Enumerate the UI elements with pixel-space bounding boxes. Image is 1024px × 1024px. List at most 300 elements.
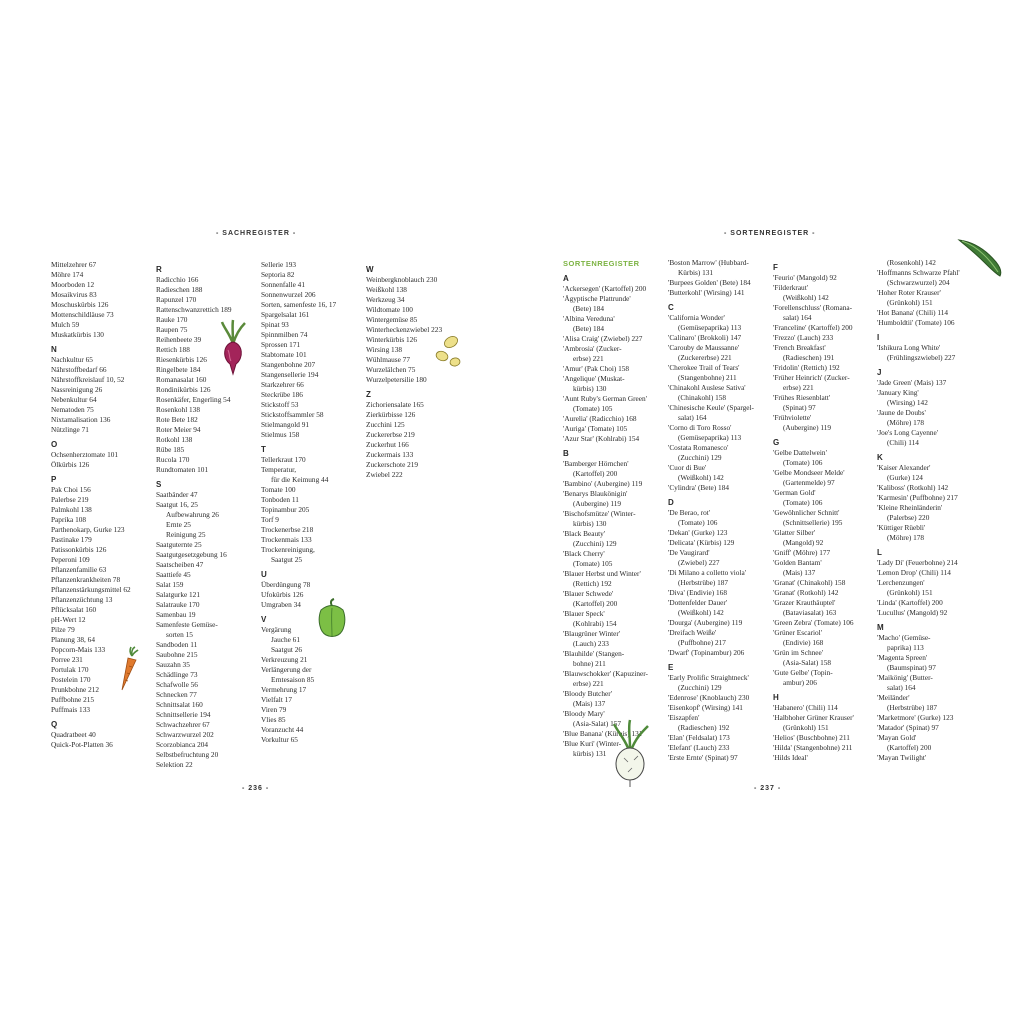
index-entry: Zuckerhut 166: [366, 440, 409, 449]
index-entry: 'Eiszapfen': [668, 713, 700, 722]
index-entry: Umgraben 34: [261, 600, 301, 609]
index-entry: 'Franceline' (Kartoffel) 200: [773, 323, 853, 332]
index-entry: Moorboden 12: [51, 280, 95, 289]
index-entry: 'Cherokee Trail of Tears': [668, 363, 740, 372]
index-entry: 'Calinaro' (Brokkoli) 147: [668, 333, 742, 342]
index-entry: 'German Gold': [773, 488, 816, 497]
index-entry: 'Bloody Butcher': [563, 689, 613, 698]
index-entry: 'Linda' (Kartoffel) 200: [877, 598, 943, 607]
index-entry: 'Jade Green' (Mais) 137: [877, 378, 947, 387]
index-entry: (Mais) 137: [573, 699, 606, 708]
index-entry: 'Forellenschluss' (Romana-: [773, 303, 853, 312]
index-entry: (Möhre) 178: [887, 533, 925, 542]
index-entry: paprika) 113: [887, 643, 924, 652]
index-entry: (Schnittsellerie) 195: [783, 518, 843, 527]
index-entry: Sonnenwurzel 206: [261, 290, 316, 299]
index-entry: 'Black Cherry': [563, 549, 605, 558]
index-entry: 'Hot Banana' (Chili) 114: [877, 308, 949, 317]
index-entry: (Spinat) 97: [783, 403, 816, 412]
index-entry: 'Lerchenzungen': [877, 578, 925, 587]
index-letter-heading: N: [51, 345, 57, 354]
index-entry: 'Chinesische Keule' (Spargel-: [668, 403, 754, 412]
index-entry: 'Meiländer': [877, 693, 910, 702]
index-entry: Rauke 170: [156, 315, 188, 324]
index-entry: 'Blauer Herbst und Winter': [563, 569, 641, 578]
index-letter-heading: D: [668, 498, 674, 507]
index-entry: (Gartenmelde) 97: [783, 478, 835, 487]
index-entry: salat) 164: [887, 683, 916, 692]
index-entry: (Baumspinat) 97: [887, 663, 936, 672]
index-entry: Saatgut 16, 25: [156, 500, 198, 509]
index-entry: Spinnmilben 74: [261, 330, 308, 339]
index-entry: Wildtomate 100: [366, 305, 413, 314]
index-entry: Zierkürbisse 126: [366, 410, 416, 419]
index-column: [563, 258, 665, 759]
index-entry: 'Chinakohl Auslese Sativa': [668, 383, 746, 392]
index-entry: 'Humboldtii' (Tomate) 106: [877, 318, 955, 327]
index-entry: 'French Breakfast': [773, 343, 826, 352]
index-entry: Sandboden 11: [156, 640, 198, 649]
index-entry: Salat 159: [156, 580, 184, 589]
index-entry: Quadratbeet 40: [51, 730, 96, 739]
index-letter-heading: S: [156, 480, 162, 489]
index-entry: 'Dourga' (Aubergine) 119: [668, 618, 743, 627]
index-entry: 'Gniff' (Möhre) 177: [773, 548, 831, 557]
index-entry: (Zucchini) 129: [678, 453, 722, 462]
index-entry: Schädlinge 73: [156, 670, 198, 679]
index-entry: Werkzeug 34: [366, 295, 405, 304]
index-entry: 'Habanero' (Chili) 114: [773, 703, 838, 712]
index-entry: Schnecken 77: [156, 690, 197, 699]
index-letter-heading: C: [668, 303, 674, 312]
index-entry: pH-Wert 12: [51, 615, 86, 624]
index-entry: Schnittsalat 160: [156, 700, 203, 709]
index-entry: Radieschen 188: [156, 285, 203, 294]
index-entry: (Mangold) 92: [783, 538, 824, 547]
index-entry: 'Black Beauty': [563, 529, 606, 538]
index-entry: Reihenbeete 39: [156, 335, 202, 344]
index-letter-heading: G: [773, 438, 780, 447]
left-running-header: - SACHREGISTER -: [216, 230, 297, 237]
index-entry: Stickstoffsammler 58: [261, 410, 324, 419]
index-entry: Trockenerbse 218: [261, 525, 314, 534]
index-entry: Pflanzenfamilie 63: [51, 565, 107, 574]
index-entry: 'Azur Star' (Kohlrabi) 154: [563, 434, 640, 443]
index-entry: (Aubergine) 119: [783, 423, 832, 432]
index-entry: 'Dekan' (Gurke) 123: [668, 528, 728, 537]
index-entry: 'Gelbe Mondseer Melde': [773, 468, 845, 477]
index-entry: Stangensellerie 194: [261, 370, 319, 379]
index-entry: 'Costata Romanesco': [668, 443, 729, 452]
index-entry: (Tomate) 106: [678, 518, 718, 527]
index-letter-heading: K: [877, 453, 883, 462]
index-entry: Roter Meier 94: [156, 425, 201, 434]
index-entry: Topinambur 205: [261, 505, 310, 514]
index-entry: 'January King': [877, 388, 919, 397]
index-entry: 'Delicata' (Kürbis) 129: [668, 538, 735, 547]
index-letter-heading: Q: [51, 720, 58, 729]
index-entry: 'Matador' (Spinat) 97: [877, 723, 939, 732]
index-entry: Zuckerschote 219: [366, 460, 419, 469]
index-letter-heading: M: [877, 623, 884, 632]
index-entry: 'Frezzo' (Lauch) 233: [773, 333, 834, 342]
beet-illustration: [218, 318, 248, 376]
index-entry: (Asia-Salat) 158: [783, 658, 832, 667]
index-entry: 'Corno di Toro Rosso': [668, 423, 732, 432]
index-entry: 'Blue Banana' (Kürbis) 131: [563, 729, 643, 738]
index-entry: (Radieschen) 192: [678, 723, 730, 732]
index-entry: 'Mayan Twilight': [877, 753, 927, 762]
index-entry: Peperoni 109: [51, 555, 90, 564]
index-entry: 'De Vaugirard': [668, 548, 710, 557]
index-entry: (Mais) 137: [783, 568, 816, 577]
index-entry: 'Dwarf' (Topinambur) 206: [668, 648, 745, 657]
index-entry: 'Early Prolific Straightneck': [668, 673, 749, 682]
index-entry: Starkzehrer 66: [261, 380, 304, 389]
index-entry: 'Bambino' (Aubergine) 119: [563, 479, 643, 488]
index-entry: Palerbse 219: [51, 495, 89, 504]
index-entry: 'Maikönig' (Butter-: [877, 673, 933, 682]
index-entry: Popcorn-Mais 133: [51, 645, 106, 654]
index-letter-heading: V: [261, 615, 267, 624]
index-entry: ambur) 206: [783, 678, 817, 687]
index-entry: 'Lemon Drop' (Chili) 114: [877, 568, 951, 577]
index-entry: Nützlinge 71: [51, 425, 89, 434]
index-entry: (Weißkohl) 142: [783, 293, 829, 302]
index-entry: 'Bischofsmütze' (Winter-: [563, 509, 636, 518]
index-entry: (Kartoffel) 200: [887, 743, 932, 752]
index-entry: (Herbstrübe) 187: [678, 578, 729, 587]
index-entry: (Kartoffel) 200: [573, 599, 618, 608]
index-entry: (Tomate) 105: [573, 559, 613, 568]
index-entry: 'Halbhoher Grüner Krauser': [773, 713, 854, 722]
index-entry: 'Benarys Blaukönigin': [563, 489, 628, 498]
index-entry: Puffmais 133: [51, 705, 90, 714]
index-entry: (Rettich) 192: [573, 579, 612, 588]
carrot-illustration: [117, 646, 139, 692]
index-entry: Rettich 188: [156, 345, 190, 354]
left-page-number: - 236 -: [242, 785, 270, 792]
index-entry: Stielmangold 91: [261, 420, 310, 429]
index-entry: (Grünkohl) 151: [783, 723, 829, 732]
index-entry: Rosenkäfer, Engerling 54: [156, 395, 231, 404]
index-entry: (Tomate) 105: [573, 404, 613, 413]
index-letter-heading: P: [51, 475, 57, 484]
index-entry: Vlies 85: [261, 715, 286, 724]
index-entry: (Rosenkohl) 142: [887, 258, 936, 267]
index-entry: (Schwarzwurzel) 204: [887, 278, 950, 287]
index-entry: 'Ambrosia' (Zucker-: [563, 344, 622, 353]
index-entry: Puffbohne 215: [51, 695, 95, 704]
index-entry: (Wirsing) 142: [887, 398, 928, 407]
index-entry: 'California Wonder': [668, 313, 725, 322]
index-entry: 'Elefant' (Lauch) 233: [668, 743, 730, 752]
index-entry: 'Cylindra' (Bete) 184: [668, 483, 729, 492]
index-entry: Trockenreinigung,: [261, 545, 315, 554]
index-entry: 'Hilds Ideal': [773, 753, 808, 762]
index-entry: 'Frühes Riesenblatt': [773, 393, 831, 402]
index-entry: 'Küttiger Rüebli': [877, 523, 926, 532]
index-entry: Porree 231: [51, 655, 83, 664]
index-entry: Mottenschildläuse 73: [51, 310, 114, 319]
index-entry: 'Glatter Silber': [773, 528, 816, 537]
index-entry: Salatgurke 121: [156, 590, 200, 599]
index-entry: (Grünkohl) 151: [887, 298, 933, 307]
index-entry: Rondinikürbis 126: [156, 385, 211, 394]
index-entry: 'Hoffmanns Schwarze Pfahl': [877, 268, 960, 277]
index-entry: erbse) 221: [573, 354, 604, 363]
index-entry: Spinat 93: [261, 320, 289, 329]
index-entry: 'Grüner Escariol': [773, 628, 823, 637]
index-entry: 'Bamberger Hörnchen': [563, 459, 629, 468]
index-entry: 'Golden Bantam': [773, 558, 822, 567]
index-entry: Überdüngung 78: [261, 580, 311, 589]
index-entry: Saatscheiben 47: [156, 560, 204, 569]
index-entry: Pflanzenzüchtung 13: [51, 595, 113, 604]
index-letter-heading: F: [773, 263, 778, 272]
index-entry: Saatgut 25: [271, 555, 303, 564]
index-entry: kürbis) 130: [573, 519, 607, 528]
index-entry: 'Granat' (Chinakohl) 158: [773, 578, 846, 587]
index-entry: Saatguternte 25: [156, 540, 202, 549]
index-entry: erbse) 221: [573, 679, 604, 688]
index-entry: 'Helios' (Buschbohne) 211: [773, 733, 850, 742]
index-entry: Aufbewahrung 26: [166, 510, 219, 519]
index-entry: (Palerbse) 220: [887, 513, 930, 522]
index-entry: 'Gelbe Dattelwein': [773, 448, 827, 457]
index-entry: 'Granat' (Rotkohl) 142: [773, 588, 839, 597]
index-letter-heading: U: [261, 570, 267, 579]
index-entry: 'Gute Gelbe' (Topin-: [773, 668, 833, 677]
index-entry: Winterkürbis 126: [366, 335, 417, 344]
index-entry: 'De Berao, rot': [668, 508, 711, 517]
index-letter-heading: A: [563, 274, 569, 283]
index-entry: Stielmus 158: [261, 430, 300, 439]
index-letter-heading: O: [51, 440, 58, 449]
index-entry: Weinbergknoblauch 230: [366, 275, 438, 284]
index-entry: Vermehrung 17: [261, 685, 307, 694]
index-entry: Muskatkürbis 130: [51, 330, 104, 339]
index-entry: Zucchini 125: [366, 420, 405, 429]
index-entry: Pak Choi 156: [51, 485, 91, 494]
index-entry: 'Boston Marrow' (Hubbard-: [668, 258, 749, 267]
index-entry: 'Marketmore' (Gurke) 123: [877, 713, 954, 722]
index-entry: Schnittsellerie 194: [156, 710, 211, 719]
pepper-illustration: [316, 598, 348, 638]
index-entry: (Kartoffel) 200: [573, 469, 618, 478]
index-entry: Reinigung 25: [166, 530, 206, 539]
index-entry: Wurzelälchen 75: [366, 365, 416, 374]
index-entry: (Weißkohl) 142: [678, 608, 724, 617]
index-entry: Saatbänder 47: [156, 490, 198, 499]
index-entry: Salatrauke 170: [156, 600, 200, 609]
index-entry: Zuckermais 133: [366, 450, 414, 459]
index-entry: Wirsing 138: [366, 345, 402, 354]
index-entry: 'Mayan Gold': [877, 733, 917, 742]
index-entry: 'Blue Kuri' (Winter-: [563, 739, 622, 748]
index-entry: Zichoriensalate 165: [366, 400, 424, 409]
index-entry: Wurzelpetersilie 180: [366, 375, 427, 384]
index-entry: (Zuckererbse) 221: [678, 353, 732, 362]
index-entry: Pflücksalat 160: [51, 605, 97, 614]
index-entry: Nixtamalisation 136: [51, 415, 111, 424]
index-entry: Nährstoffbedarf 66: [51, 365, 107, 374]
index-entry: 'Hilda' (Stangenbohne) 211: [773, 743, 853, 752]
index-entry: 'Früher Heinrich' (Zucker-: [773, 373, 850, 382]
index-entry: Viren 79: [261, 705, 287, 714]
index-entry: Steckrübe 186: [261, 390, 303, 399]
index-entry: (Zucchini) 129: [678, 683, 722, 692]
index-entry: 'Burpees Golden' (Bete) 184: [668, 278, 751, 287]
index-entry: (Weißkohl) 142: [678, 473, 724, 482]
index-entry: Jauche 61: [271, 635, 300, 644]
index-entry: Selbstbefruchtung 20: [156, 750, 219, 759]
index-entry: (Tomate) 106: [783, 498, 823, 507]
index-entry: (Herbstrübe) 187: [887, 703, 938, 712]
index-column: [877, 258, 979, 763]
index-letter-heading: T: [261, 445, 266, 454]
index-entry: (Stangenbohne) 211: [678, 373, 737, 382]
index-entry: Nassreinigung 26: [51, 385, 103, 394]
index-entry: 'Blauwschokker' (Kapuziner-: [563, 669, 648, 678]
index-entry: Winterheckenzwiebel 223: [366, 325, 443, 334]
index-entry: (Bete) 184: [573, 324, 605, 333]
index-entry: Mittelzehrer 67: [51, 260, 97, 269]
index-entry: Möhre 174: [51, 270, 84, 279]
index-entry: 'Carouby de Maussanne': [668, 343, 740, 352]
index-entry: (Chili) 114: [887, 438, 919, 447]
index-entry: 'Macho' (Gemüse-: [877, 633, 931, 642]
index-entry: Patissonkürbis 126: [51, 545, 107, 554]
index-entry: 'Jaune de Doubs': [877, 408, 926, 417]
index-entry: 'Diva' (Endivie) 168: [668, 588, 727, 597]
index-entry: Samenfeste Gemüse-: [156, 620, 218, 629]
index-entry: Weißkohl 138: [366, 285, 407, 294]
index-entry: Stickstoff 53: [261, 400, 299, 409]
index-entry: 'Joe's Long Cayenne': [877, 428, 939, 437]
index-column: [51, 260, 155, 750]
index-entry: 'Kaliboss' (Rotkohl) 142: [877, 483, 949, 492]
index-entry: Sellerie 193: [261, 260, 297, 269]
index-entry: Tonboden 11: [261, 495, 299, 504]
index-entry: Erntesaison 85: [271, 675, 315, 684]
index-entry: Voranzucht 44: [261, 725, 304, 734]
right-page-number: - 237 -: [754, 785, 782, 792]
index-entry: 'Kleine Rheinländerin': [877, 503, 943, 512]
index-entry: Palmkohl 138: [51, 505, 92, 514]
index-entry: Saatgutgesetzgebung 16: [156, 550, 227, 559]
index-entry: Rattenschwanzrettich 189: [156, 305, 232, 314]
index-entry: Nematoden 75: [51, 405, 94, 414]
index-entry: salat) 164: [678, 413, 707, 422]
index-entry: 'Magenta Spreen': [877, 653, 928, 662]
index-entry: (Frühlingszwiebel) 227: [887, 353, 956, 362]
index-entry: (Zwiebel) 227: [678, 558, 720, 567]
index-entry: 'Green Zebra' (Tomate) 106: [773, 618, 854, 627]
index-entry: Zwiebel 222: [366, 470, 403, 479]
index-entry: (Puffbohne) 217: [678, 638, 726, 647]
index-entry: Trockenmais 133: [261, 535, 312, 544]
index-entry: erbse) 221: [783, 383, 814, 392]
index-entry: Sprossen 171: [261, 340, 301, 349]
index-entry: Torf 9: [261, 515, 279, 524]
index-entry: Tellerkraut 170: [261, 455, 306, 464]
index-entry: Vergärung: [261, 625, 292, 634]
index-column: [668, 258, 770, 763]
index-entry: (Zucchini) 129: [573, 539, 617, 548]
index-entry: Ringelbete 184: [156, 365, 201, 374]
kohlrabi-illustration: [610, 718, 650, 788]
index-entry: 'Erste Ernte' (Spinat) 97: [668, 753, 738, 762]
index-entry: (Tomate) 106: [783, 458, 823, 467]
index-entry: 'Hoher Roter Krauser': [877, 288, 941, 297]
index-entry: Stangenbohne 207: [261, 360, 316, 369]
index-entry: Sonnenfalle 41: [261, 280, 305, 289]
index-entry: 'Butterkohl' (Wirsing) 141: [668, 288, 745, 297]
index-entry: Kürbis) 131: [678, 268, 714, 277]
index-entry: Pilze 79: [51, 625, 75, 634]
index-entry: 'Cuor di Bue': [668, 463, 707, 472]
bean-pod-illustration: [956, 236, 1006, 278]
index-entry: Paprika 108: [51, 515, 87, 524]
index-entry: 'Lady Di' (Feuerbohne) 214: [877, 558, 958, 567]
index-entry: Verkreuzung 21: [261, 655, 308, 664]
index-entry: Vielfalt 17: [261, 695, 292, 704]
index-column: [773, 258, 875, 763]
index-letter-heading: E: [668, 663, 674, 672]
index-entry: Mulch 59: [51, 320, 80, 329]
index-entry: (Bataviasalat) 163: [783, 608, 837, 617]
index-entry: 'Frühviolette': [773, 413, 812, 422]
index-letter-heading: R: [156, 265, 162, 274]
index-entry: (Asia-Salat) 157: [573, 719, 622, 728]
index-entry: Planung 38, 64: [51, 635, 95, 644]
index-entry: (Lauch) 233: [573, 639, 609, 648]
index-entry: salat) 164: [783, 313, 812, 322]
index-entry: Zuckererbse 219: [366, 430, 415, 439]
index-entry: Raupen 75: [156, 325, 188, 334]
index-entry: Prunkbohne 212: [51, 685, 100, 694]
index-entry: Saattiefe 45: [156, 570, 191, 579]
index-entry: Rübe 185: [156, 445, 185, 454]
index-entry: Saubohne 215: [156, 650, 198, 659]
index-entry: Schafwolle 56: [156, 680, 198, 689]
index-entry: 'Amur' (Pak Choi) 158: [563, 364, 630, 373]
index-entry: Pastinake 179: [51, 535, 92, 544]
index-letter-heading: Z: [366, 390, 371, 399]
index-entry: 'Karmesin' (Puffbohne) 217: [877, 493, 958, 502]
index-entry: Ufokürbis 126: [261, 590, 304, 599]
index-entry: Moschuskürbis 126: [51, 300, 109, 309]
index-entry: 'Angelique' (Muskat-: [563, 374, 625, 383]
index-entry: 'Fridolin' (Rettich) 192: [773, 363, 840, 372]
index-entry: 'Blauer Schwede': [563, 589, 614, 598]
index-entry: kürbis) 130: [573, 384, 607, 393]
index-entry: Rapunzel 170: [156, 295, 197, 304]
index-entry: Parthenokarp, Gurke 123: [51, 525, 125, 534]
sorten-title: SORTENREGISTER: [563, 259, 640, 268]
index-entry: (Gemüsepaprika) 113: [678, 323, 742, 332]
index-entry: 'Di Milano a colletto viola': [668, 568, 747, 577]
index-entry: kürbis) 131: [573, 749, 607, 758]
index-entry: Postelein 170: [51, 675, 91, 684]
index-entry: (Grünkohl) 151: [887, 588, 933, 597]
index-entry: 'Grün im Schnee': [773, 648, 824, 657]
index-entry: 'Bloody Mary': [563, 709, 605, 718]
index-entry: Sauzahn 35: [156, 660, 190, 669]
index-entry: 'Lucullus' (Mangold) 92: [877, 608, 948, 617]
index-entry: 'Kaiser Alexander': [877, 463, 931, 472]
